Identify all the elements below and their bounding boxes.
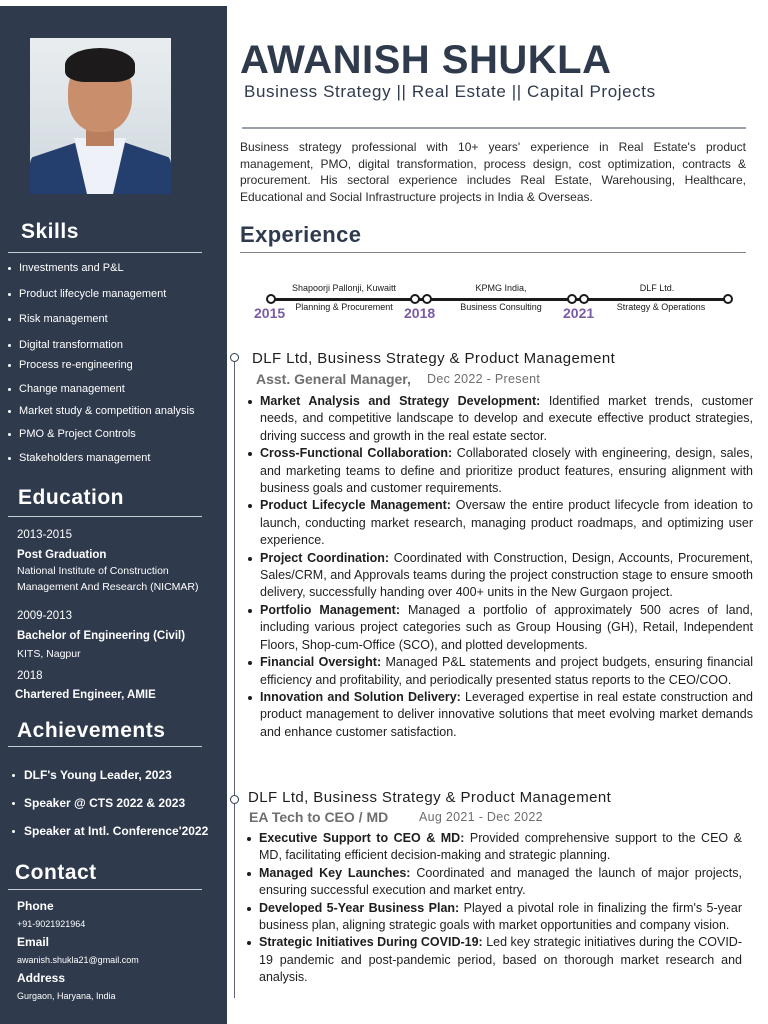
profile-summary: Business strategy professional with 10+ years' experience in Real Estate's product management, PMO, digital transformation, process design, cost optimization, contracts & procurement. His sectoral experience includes Real Estate, Warehousing, Healthcare, Educational and Social Infrastructure projects in India & Overseas.	[240, 140, 746, 204]
list-item: Process re-engineering	[8, 359, 133, 371]
list-item: Developed 5-Year Business Plan: Played a pivotal role in finalizing the firm's 5-year business plan, aligning strategic goals with market opportunities and company vision.	[244, 900, 742, 935]
timeline-node	[422, 294, 432, 304]
education-entry	[17, 608, 222, 662]
email-value[interactable]: awanish.shukla21@gmail.com	[17, 955, 139, 965]
timeline-year: 2015	[254, 305, 286, 321]
phone-label: Phone	[17, 899, 54, 913]
education-years: 2013-2015	[17, 529, 72, 541]
job-dates: Dec 2022 - Present	[427, 372, 541, 386]
job-role: Asst. General Manager,	[256, 371, 411, 387]
timeline-node	[579, 294, 589, 304]
timeline-node	[410, 294, 420, 304]
list-item: Cross-Functional Collaboration: Collaborated closely with engineering, design, sales, and marketing teams to define and prioritize product features, ensuring alignment with business goals and customer requirements.	[245, 445, 753, 497]
divider	[8, 516, 202, 517]
phone-value[interactable]: +91-9021921964	[17, 919, 86, 929]
career-timeline	[250, 275, 740, 325]
education-heading: Education	[18, 486, 125, 509]
contact-heading: Contact	[15, 861, 97, 884]
timeline-role: Strategy & Operations	[616, 302, 706, 312]
list-item: Innovation and Solution Delivery: Leveraged expertise in real estate construction and product management to deliver innovative solutions that meet evolving market demands and enhance customer satisfaction.	[245, 689, 753, 741]
education-entry	[17, 527, 222, 595]
list-item: Product lifecycle management	[8, 288, 166, 300]
list-item: Portfolio Management: Managed a portfolio of approximately 500 acres of land, including various project categories such as Group Housing (GH), Retail, Independent Floors, Shop-cum-Office (SCO), and plotted developments.	[245, 602, 753, 654]
timeline-marker	[230, 795, 239, 804]
timeline-role: Business Consulting	[460, 302, 542, 312]
job-title: DLF Ltd, Business Strategy & Product Management	[252, 350, 616, 367]
education-entry	[17, 668, 222, 703]
education-degree: Chartered Engineer, AMIE	[15, 689, 156, 701]
divider	[8, 746, 202, 747]
skills-heading: Skills	[21, 220, 79, 243]
timeline-year: 2018	[404, 305, 436, 321]
experience-heading: Experience	[240, 222, 362, 247]
email-label: Email	[17, 935, 50, 949]
experience-guide-line	[234, 362, 235, 998]
list-item: Investments and P&L	[8, 262, 124, 274]
list-item: Digital transformation	[8, 339, 123, 351]
divider	[242, 127, 746, 129]
list-item: Product Lifecycle Management: Oversaw the entire product lifecycle from ideation to launch, conducting market research, managing product roadmaps, and optimizing user experience.	[245, 497, 753, 549]
education-institution: KITS, Nagpur	[17, 648, 81, 660]
education-degree: Bachelor of Engineering (Civil)	[17, 630, 186, 642]
divider	[8, 889, 202, 890]
list-item: DLF's Young Leader, 2023	[12, 768, 172, 782]
list-item: PMO & Project Controls	[8, 428, 136, 440]
list-item: Executive Support to CEO & MD: Provided comprehensive support to the CEO & MD, facilitating efficient decision-making and strategic planning.	[244, 830, 742, 865]
education-years: 2018	[17, 670, 43, 682]
address-label: Address	[17, 971, 66, 985]
job-role: EA Tech to CEO / MD	[249, 809, 389, 825]
education-degree: Post Graduation	[17, 549, 107, 561]
achievements-heading: Achievements	[17, 719, 166, 742]
candidate-name: AWANISH SHUKLA	[240, 38, 612, 82]
education-institution: National Institute of Construction Management And Research (NICMAR)	[17, 565, 199, 593]
timeline-node	[266, 294, 276, 304]
address-value: Gurgaon, Haryana, India	[17, 991, 116, 1001]
job-bullets	[245, 393, 753, 741]
list-item: Change management	[8, 383, 125, 395]
divider	[240, 252, 746, 253]
list-item: Market Analysis and Strategy Development: Identified market trends, customer needs, and competitive landscape to develop and execute effective product strategies, driving success and growth in the real estate sector.	[245, 393, 753, 445]
timeline-company: KPMG India,	[475, 283, 527, 293]
sidebar	[0, 6, 227, 1024]
list-item: Stakeholders management	[8, 452, 150, 464]
timeline-marker	[230, 353, 239, 362]
list-item: Managed Key Launches: Coordinated and managed the launch of major projects, ensuring successful execution and market entry.	[244, 865, 742, 900]
timeline-role: Planning & Procurement	[295, 302, 393, 312]
timeline-node	[567, 294, 577, 304]
list-item: Risk management	[8, 313, 108, 325]
list-item: Project Coordination: Coordinated with Construction, Design, Accounts, Procurement, Sales/CRM, and Approvals teams during the project construction stage to ensure smooth delivery, successfully handing over 400+ units in the New Gurgaon project.	[245, 550, 753, 602]
education-years: 2009-2013	[17, 610, 72, 622]
candidate-subtitle: Business Strategy || Real Estate || Capital Projects	[244, 82, 656, 101]
job-dates: Aug 2021 - Dec 2022	[419, 810, 543, 824]
timeline-line	[270, 298, 730, 301]
job-title: DLF Ltd, Business Strategy & Product Management	[248, 789, 612, 806]
timeline-company: DLF Ltd.	[639, 283, 675, 293]
list-item: Financial Oversight: Managed P&L statements and project budgets, ensuring financial efficiency and profitability, and periodically presented status reports to the CEO/COO.	[245, 654, 753, 689]
timeline-year: 2021	[563, 305, 595, 321]
timeline-company: Shapoorji Pallonji, Kuwaitt	[291, 283, 397, 293]
divider	[8, 252, 202, 253]
list-item: Speaker at Intl. Conference'2022	[12, 824, 208, 838]
job-bullets	[244, 830, 742, 987]
list-item: Speaker @ CTS 2022 & 2023	[12, 796, 185, 810]
list-item: Market study & competition analysis	[8, 405, 194, 417]
profile-photo	[30, 38, 171, 194]
list-item: Strategic Initiatives During COVID-19: Led key strategic initiatives during the COVID-19 pandemic and post-pandemic period, based on thorough market research and analysis.	[244, 934, 742, 986]
